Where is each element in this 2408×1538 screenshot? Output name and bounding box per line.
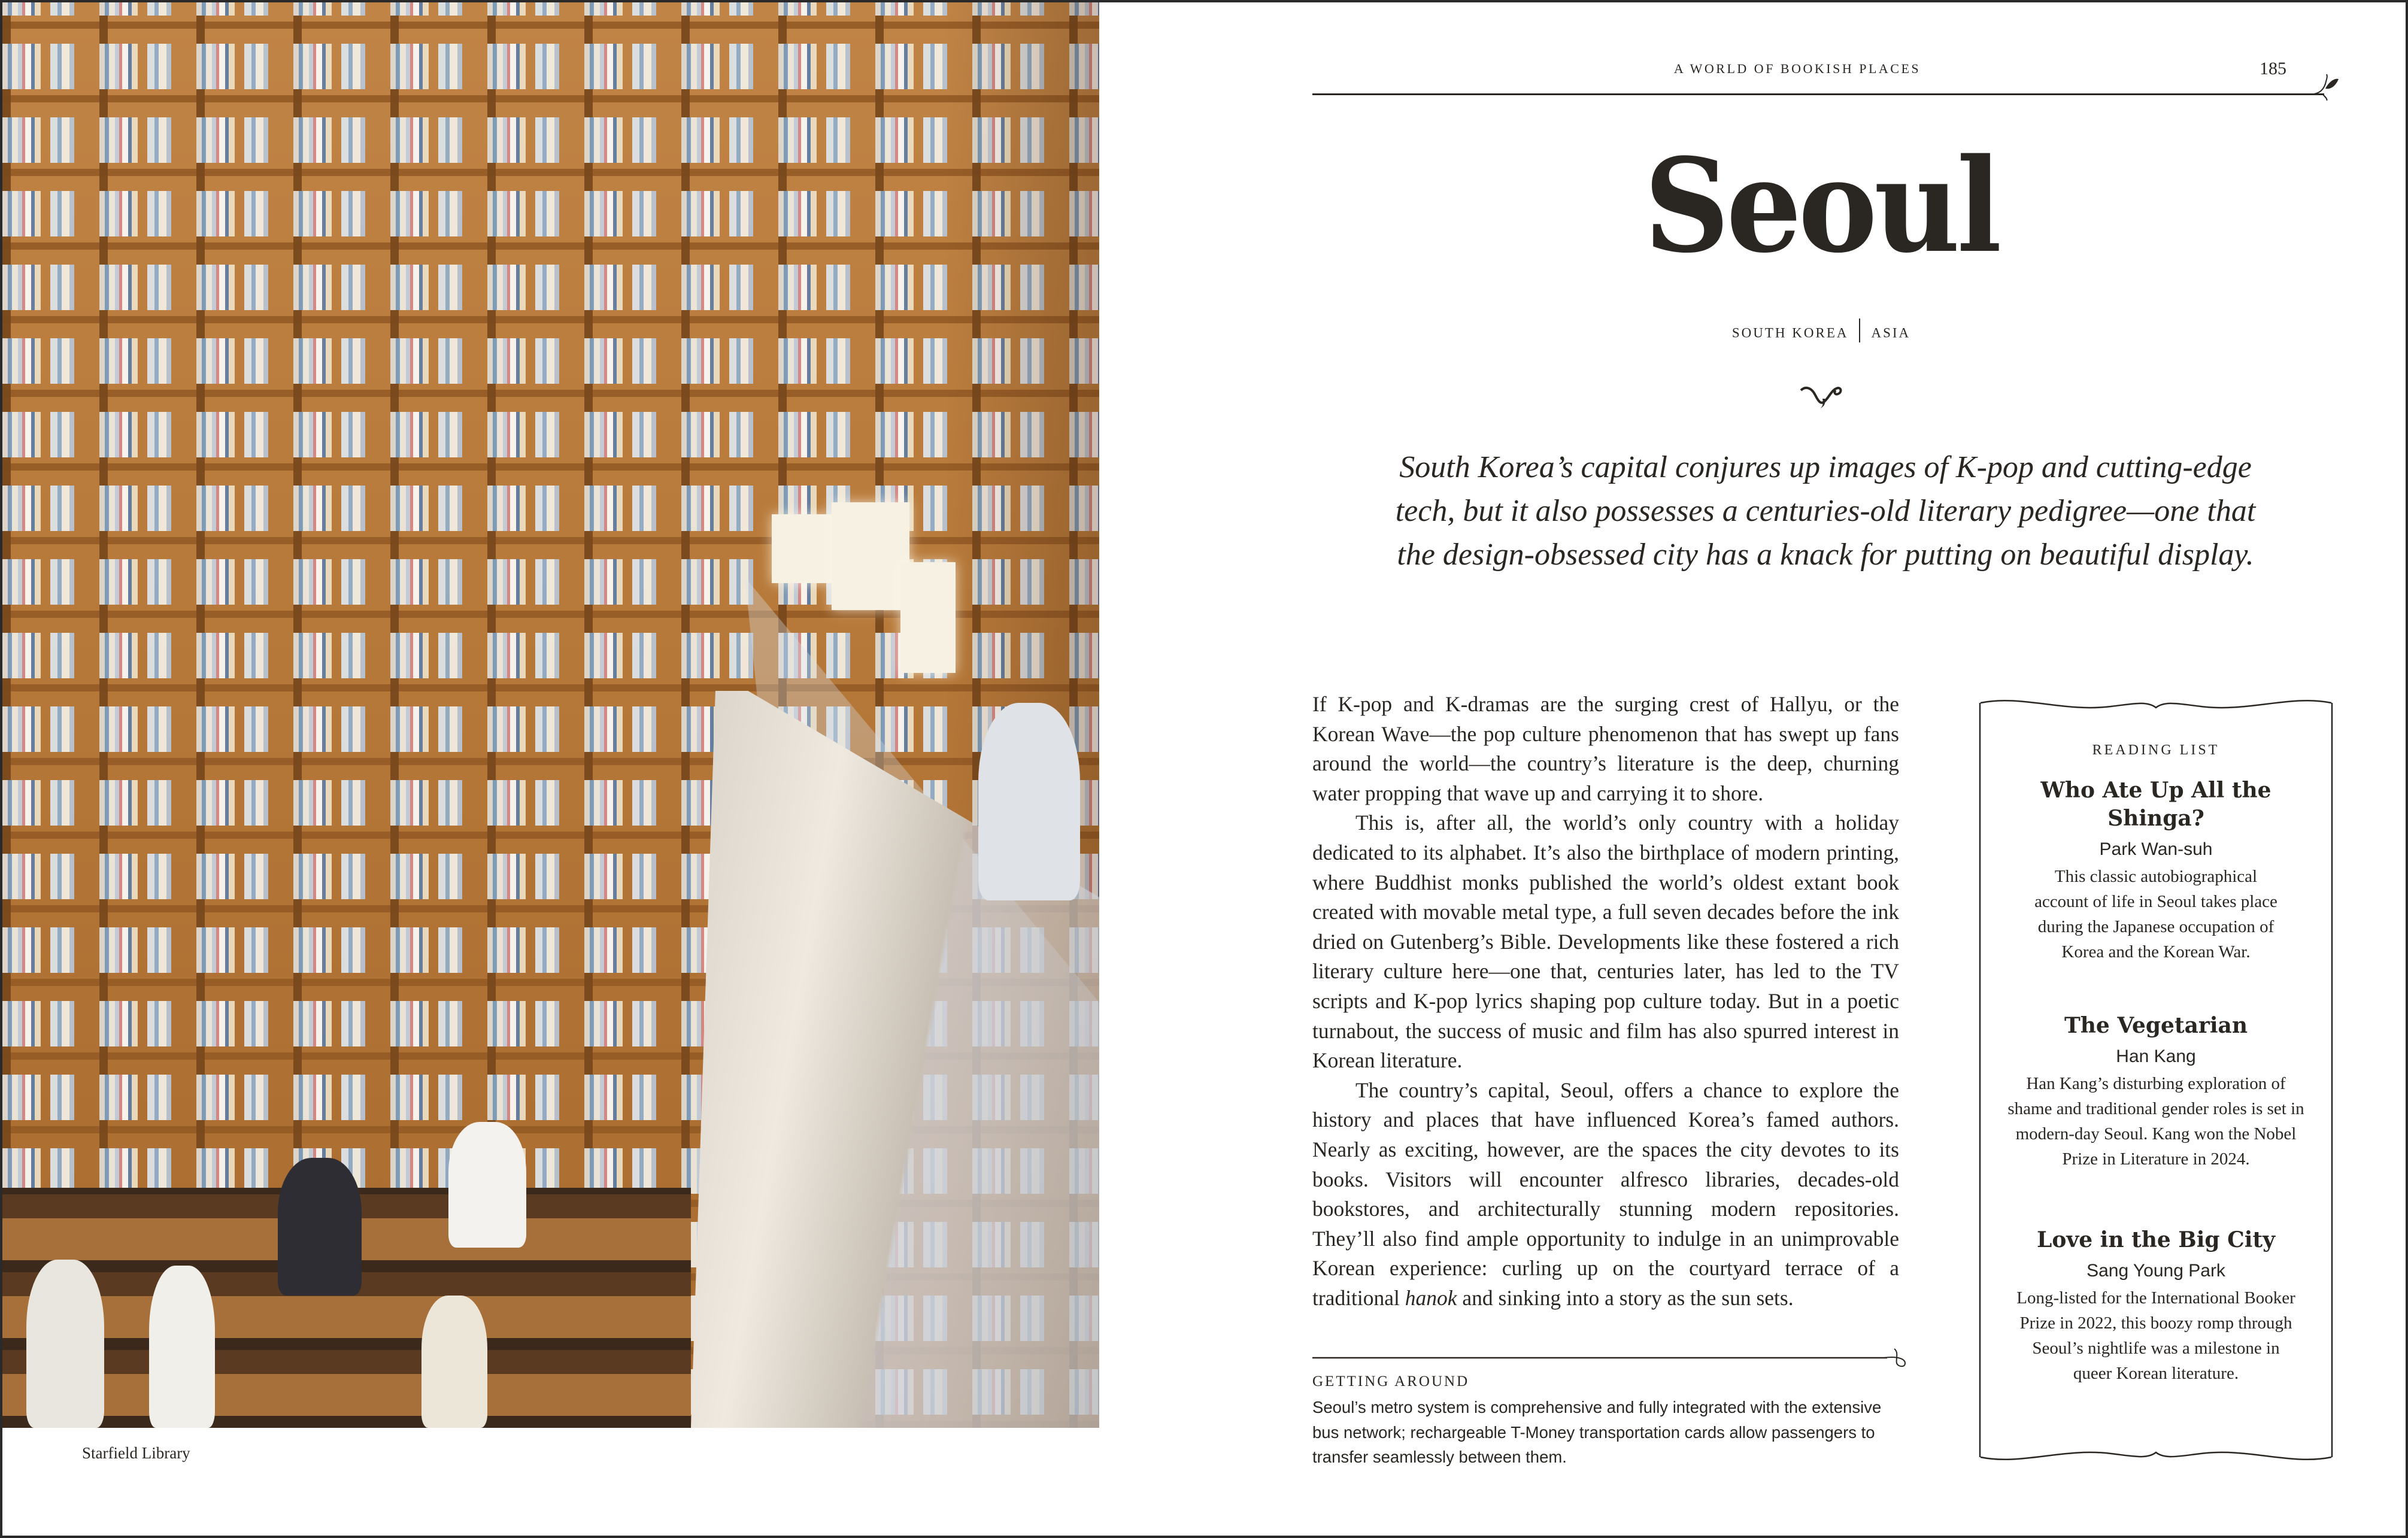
- book-title: The Vegetarian: [2064, 1013, 2248, 1038]
- region-label: ASIA: [1871, 325, 1911, 341]
- italic-term: hanok: [1405, 1285, 1457, 1310]
- body-paragraph: [1312, 1076, 1899, 1313]
- visitor-figure: [978, 703, 1080, 900]
- book-description: This classic autobiographical account of life in Seoul takes place during the Japanese occupation of Korea and the Korean War.: [2034, 867, 2277, 961]
- photo-caption: Starfield Library: [82, 1444, 190, 1462]
- book-author: Sang Young Park: [2086, 1261, 2225, 1281]
- reading-list-item: [1997, 1012, 2315, 1172]
- page-number: 185: [2260, 59, 2286, 78]
- curl-rule-divider: [1312, 1348, 1911, 1368]
- header-rule: [1312, 93, 2324, 95]
- body-paragraph: If K-pop and K-dramas are the surging crest of Hallyu, or the Korean Wave—the pop culture phenomenon that has swept up fans around the world—the country’s literature is the deep, churning water propping that wave up and carrying it to shore.: [1312, 692, 1899, 805]
- visitor-figure: [421, 1296, 487, 1428]
- book-author: Han Kang: [2116, 1046, 2196, 1066]
- lamp-shade: [900, 562, 956, 673]
- visitor-figure: [149, 1266, 215, 1428]
- reading-list-item: [1997, 776, 2315, 964]
- body-text: [1312, 690, 1899, 1313]
- country-label: SOUTH KOREA: [1731, 325, 1849, 341]
- book-author: Park Wan-suh: [2099, 839, 2213, 859]
- running-head: A WORLD OF BOOKISH PLACES: [1673, 61, 1921, 76]
- library-photo: [2, 2, 1099, 1428]
- getting-around-heading: GETTING AROUND: [1312, 1373, 1470, 1390]
- swirl-ornament-icon: [1799, 383, 1843, 408]
- body-paragraph: This is, after all, the world’s only country with a holiday dedicated to its alphabet. It’s also the birthplace of modern printing, where Buddhist monks published the world’s oldest extant book created with movable metal type, a full seven decades before the ink dried on Gutenberg’s Bible. Developments like these fostered a rich literary culture here—one that, centuries later, has led to the TV scripts and K-pop lyrics shaping pop culture today. But in a poetic turnabout, the success of music and film has also spurred interest in Korean literature.: [1312, 811, 1899, 1073]
- page-title: Seoul: [1644, 130, 1998, 281]
- visitor-figure: [26, 1260, 104, 1428]
- lamp-shade: [772, 514, 832, 583]
- reading-list-item: [1997, 1226, 2315, 1386]
- leaf-flourish-icon: [2307, 73, 2341, 101]
- body-text-span: The country’s capital, Seoul, offers a chance to explore the history and places that have influenced Korea’s famed authors. Nearly as exciting, however, are the spaces the city devotes to its books. Visitors will encounter alfresco libraries, decades-old bookstores, and architecturally stunning modern repositories. They’ll also find ample opportunity to indulge in an unimprovable Korean experience: curling up on the courtyard terrace of a traditional: [1312, 1078, 1899, 1310]
- visitor-figure: [448, 1122, 526, 1248]
- intro-deck: South Korea’s capital conjures up images of K-pop and cutting-edge tech, but it also possesses a centuries-old literary pedigree—one that the design-obsessed city has a knack for putting on beautiful display.: [1395, 450, 2256, 572]
- lamp-shade: [832, 502, 909, 610]
- getting-around-text: Seoul’s metro system is comprehensive and fully integrated with the extensive bus network; rechargeable T-Money transportation cards allow passengers to transfer seamlessly between them.: [1312, 1398, 1882, 1466]
- reading-list-sidebar: [1973, 690, 2339, 1468]
- book-title: Love in the Big City: [2037, 1227, 2275, 1252]
- location-line: [1312, 322, 2330, 346]
- visitor-figure: [278, 1158, 362, 1296]
- book-description: Han Kang’s disturbing exploration of shame and traditional gender roles is set in modern-day Seoul. Kang won the Nobel Prize in Literature in 2024.: [2007, 1074, 2304, 1169]
- divider: [1859, 318, 1860, 342]
- reading-list-heading: READING LIST: [2092, 742, 2220, 758]
- book-description: Long-listed for the International Booker Prize in 2022, this boozy romp through Seoul’s nightlife was a milestone in queer Korean literature.: [2016, 1288, 2295, 1383]
- book-spread: [2, 2, 2406, 1536]
- body-text-span: and sinking into a story as the sun sets.: [1457, 1285, 1794, 1310]
- book-title: Who Ate Up All the Shinga?: [2040, 778, 2271, 831]
